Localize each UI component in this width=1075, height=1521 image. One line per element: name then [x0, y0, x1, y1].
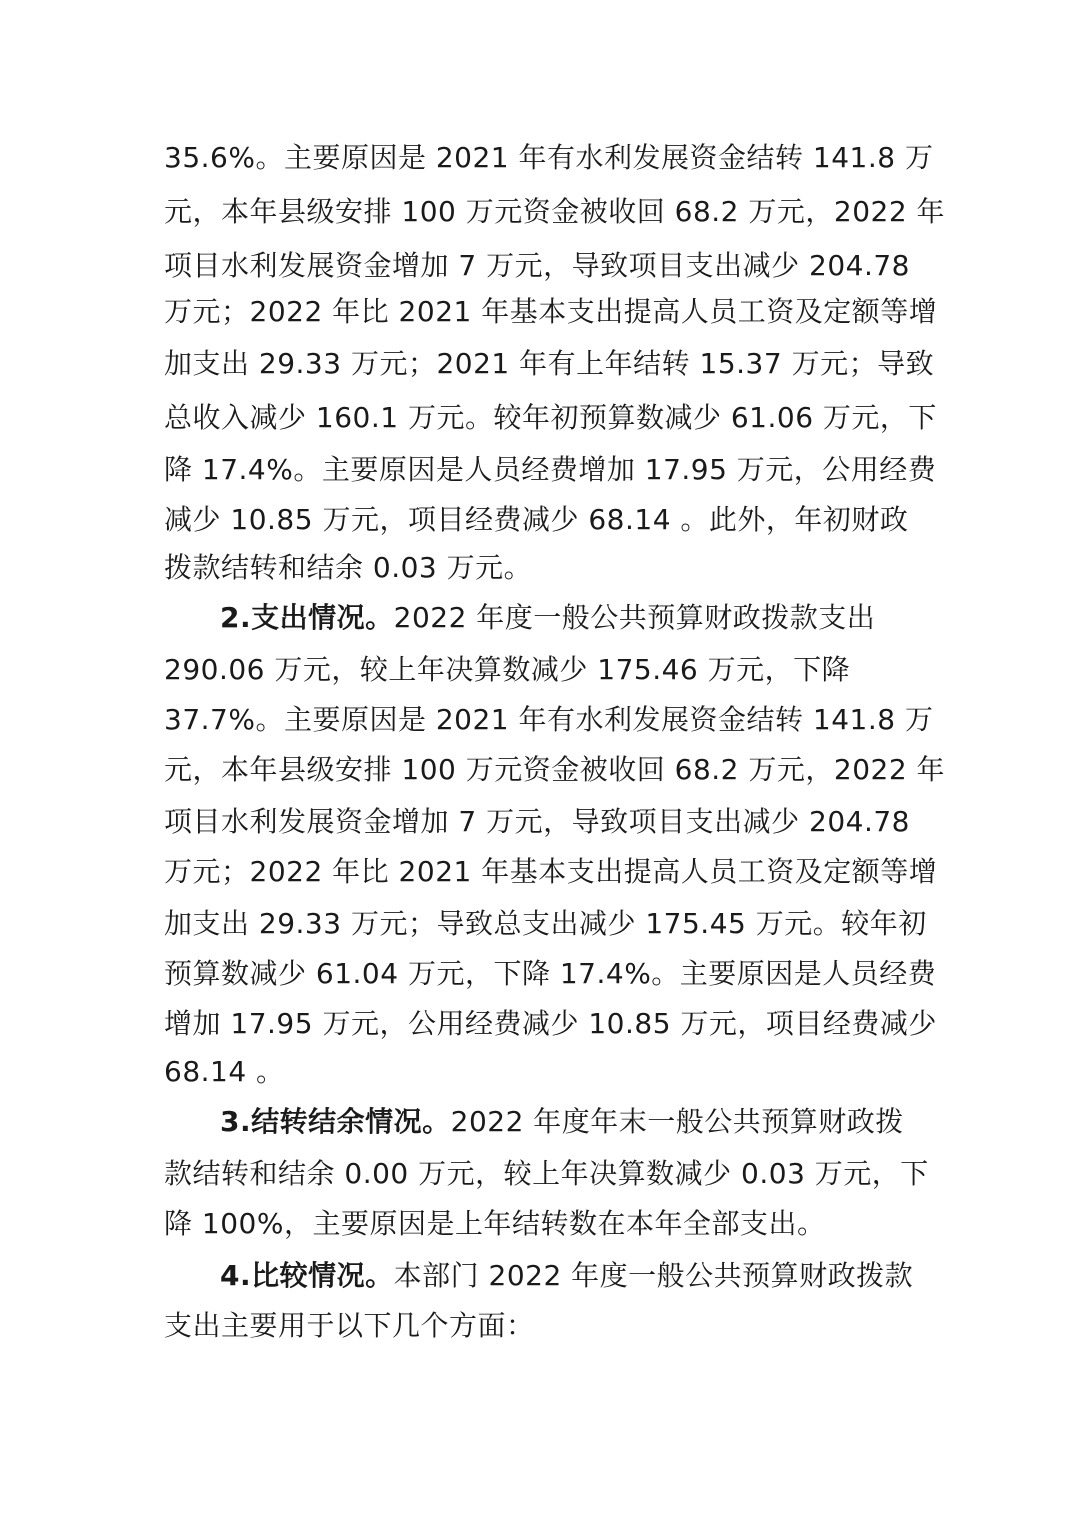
- text-line: 支出主要用于以下几个方面：: [164, 1309, 535, 1342]
- text-line: 项目水利发展资金增加 7 万元，导致项目支出减少 204.78: [164, 249, 910, 282]
- text-line: 元，本年县级安排 100 万元资金被收回 68.2 万元，2022 年: [164, 753, 946, 786]
- text-line: 68.14 。: [164, 1055, 285, 1088]
- text-line: 总收入减少 160.1 万元。较年初预算数减少 61.06 万元，下: [164, 401, 937, 434]
- text-run: 本部门 2022 年度一般公共预算财政拨款: [393, 1259, 914, 1292]
- text-line: 万元；2022 年比 2021 年基本支出提高人员工资及定额等增: [164, 295, 938, 328]
- text-line: 降 17.4%。主要原因是人员经费增加 17.95 万元，公用经费: [164, 453, 937, 486]
- paragraph-first-line: [220, 598, 875, 638]
- section-heading-expenditure: 2.支出情况。: [220, 601, 394, 634]
- text-line: 290.06 万元，较上年决算数减少 175.46 万元，下降: [164, 653, 851, 686]
- section-heading-comparison: 4.比较情况。: [220, 1259, 394, 1292]
- text-line: 元，本年县级安排 100 万元资金被收回 68.2 万元，2022 年: [164, 195, 946, 228]
- text-line: 加支出 29.33 万元；2021 年有上年结转 15.37 万元；导致: [164, 347, 935, 380]
- text-line: 预算数减少 61.04 万元，下降 17.4%。主要原因是人员经费: [164, 957, 937, 990]
- text-line: 加支出 29.33 万元；导致总支出减少 175.45 万元。较年初: [164, 907, 927, 940]
- text-line: 项目水利发展资金增加 7 万元，导致项目支出减少 204.78: [164, 805, 910, 838]
- text-run: 2022 年度年末一般公共预算财政拨: [450, 1105, 904, 1138]
- text-line: 35.6%。主要原因是 2021 年有水利发展资金结转 141.8 万: [164, 141, 934, 174]
- text-line: 增加 17.95 万元，公用经费减少 10.85 万元，项目经费减少: [164, 1007, 937, 1040]
- section-heading-carryover: 3.结转结余情况。: [220, 1105, 451, 1138]
- text-line: 拨款结转和结余 0.03 万元。: [164, 551, 533, 584]
- text-line: 万元；2022 年比 2021 年基本支出提高人员工资及定额等增: [164, 855, 938, 888]
- text-line: 37.7%。主要原因是 2021 年有水利发展资金结转 141.8 万: [164, 703, 934, 736]
- paragraph-first-line: [220, 1256, 913, 1296]
- text-line: 款结转和结余 0.00 万元，较上年决算数减少 0.03 万元，下: [164, 1157, 929, 1190]
- text-line: 降 100%，主要原因是上年结转数在本年全部支出。: [164, 1207, 826, 1240]
- paragraph-first-line: [220, 1102, 904, 1142]
- text-line: 减少 10.85 万元，项目经费减少 68.14 。此外，年初财政: [164, 503, 909, 536]
- text-run: 2022 年度一般公共预算财政拨款支出: [393, 601, 876, 634]
